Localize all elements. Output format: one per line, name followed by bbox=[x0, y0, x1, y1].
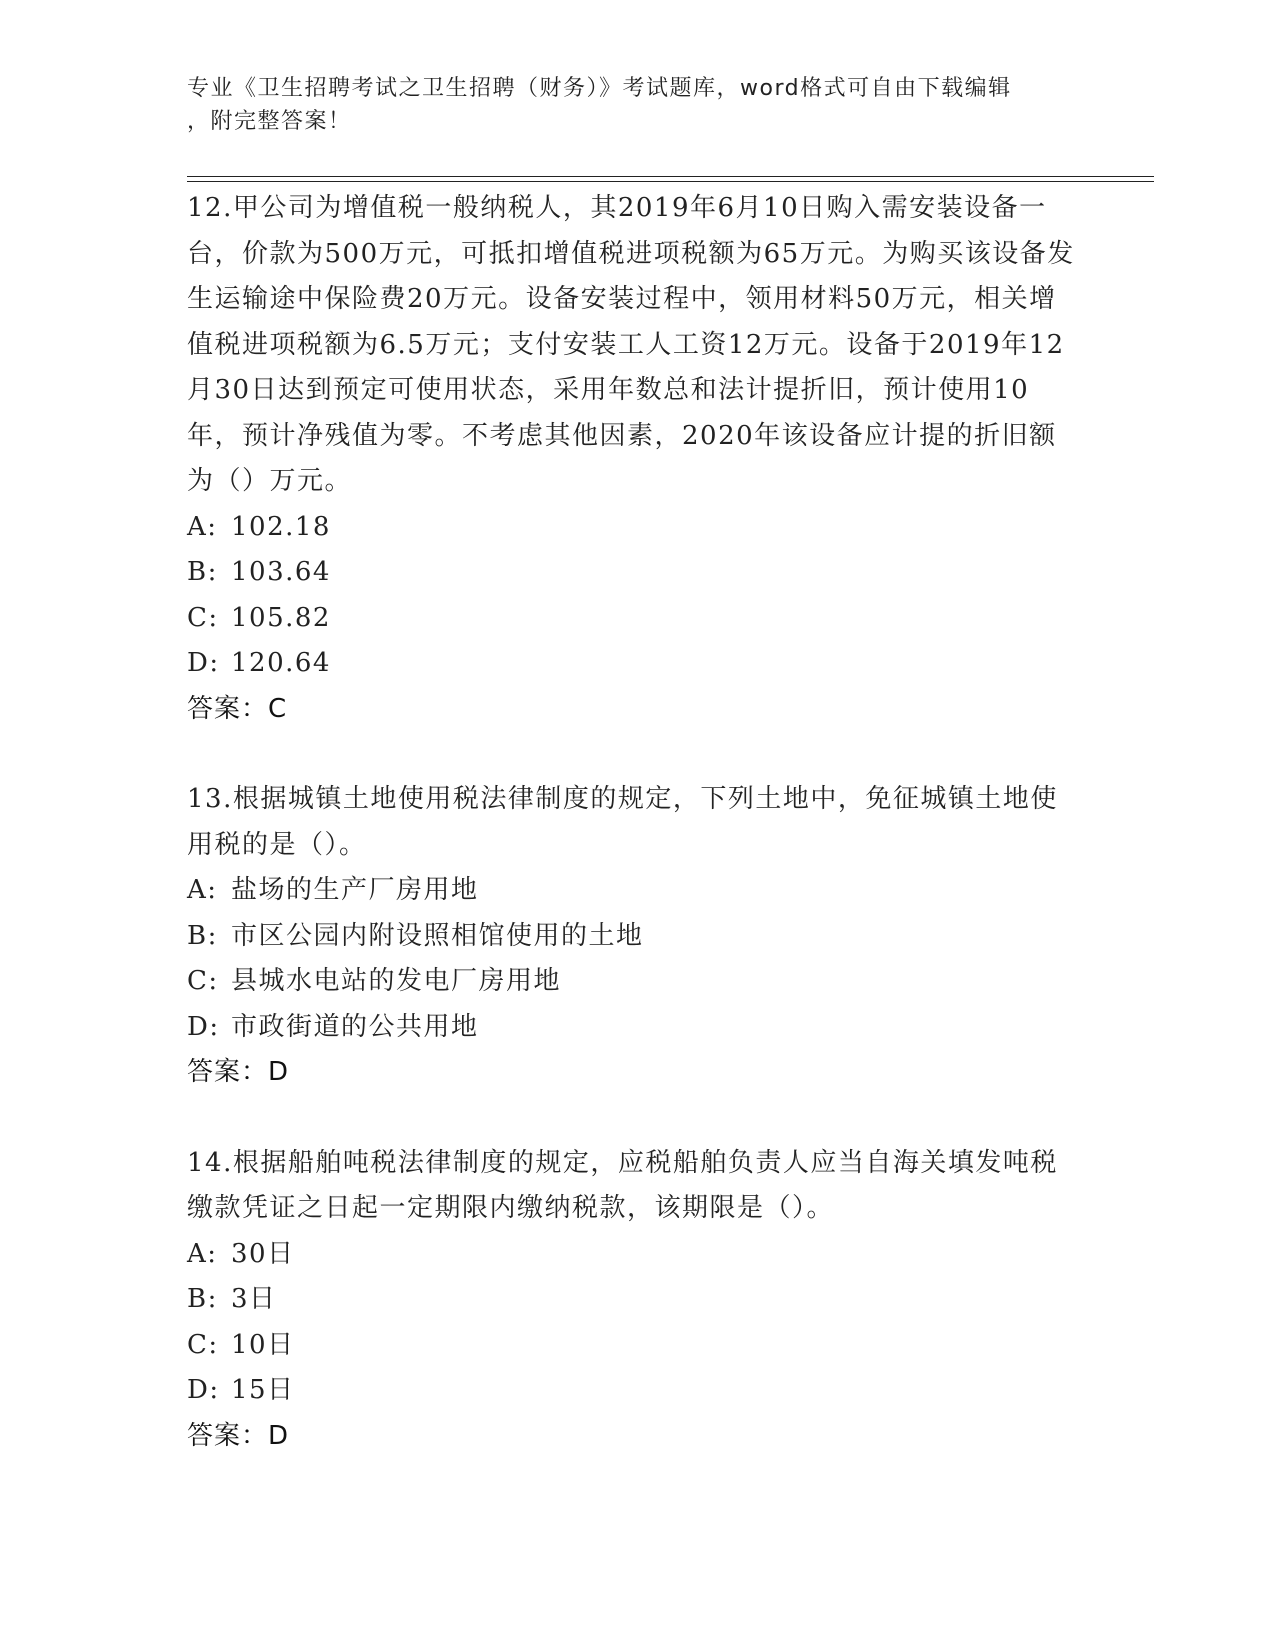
header-line-2: ，附完整答案！ bbox=[187, 109, 352, 134]
option-text: 102.18 bbox=[231, 511, 331, 542]
answer-line bbox=[187, 1414, 1087, 1460]
option-letter: A: bbox=[187, 875, 218, 905]
option-text: 县城水电站的发电厂房用地 bbox=[231, 966, 562, 996]
option-text: 市区公园内附设照相馆使用的土地 bbox=[231, 920, 644, 951]
option-letter: D: bbox=[187, 1375, 220, 1405]
option-letter: D: bbox=[187, 648, 220, 678]
option-text: 市政街道的公共用地 bbox=[231, 1011, 479, 1042]
option-b bbox=[187, 1277, 1087, 1323]
option-letter: B: bbox=[187, 1284, 218, 1314]
option-letter: B: bbox=[187, 557, 218, 587]
option-text: 10日 bbox=[231, 1329, 295, 1360]
option-text: 盐场的生产厂房用地 bbox=[231, 875, 479, 905]
answer-label: 答案： bbox=[187, 1420, 269, 1451]
option-a bbox=[187, 1232, 1087, 1278]
option-d bbox=[187, 641, 1087, 687]
answer-value: D bbox=[268, 1420, 290, 1451]
option-letter: A: bbox=[187, 1238, 218, 1269]
question-item bbox=[187, 186, 1087, 732]
header-line-1: 专业《卫生招聘考试之卫生招聘（财务）》考试题库，word格式可自由下载编辑 bbox=[187, 76, 1012, 101]
answer-line bbox=[187, 687, 1087, 733]
option-text: 30日 bbox=[231, 1238, 295, 1269]
option-letter: C: bbox=[187, 1329, 219, 1360]
answer-value: D bbox=[268, 1057, 290, 1087]
question-stem: 12.甲公司为增值税一般纳税人，其2019年6月10日购入需安装设备一台，价款为500万元，可抵扣增值税进项税额为65万元。为购买该设备发生运输途中保险费20万元。设备安装过程中，领用材料50万元，相关增值税进项税额为6.5万元；支付安装工人工资12万元。设备于2019年12月30日达到预定可使用状态，采用年数总和法计提折旧，预计使用10年，预计净残值为零。不考虑其他因素，2020年该设备应计提的折旧额为（）万元。 bbox=[187, 193, 1075, 496]
option-letter: C: bbox=[187, 602, 219, 633]
option-a bbox=[187, 868, 1087, 914]
option-b bbox=[187, 914, 1087, 960]
question-stem: 13.根据城镇土地使用税法律制度的规定，下列土地中，免征城镇土地使用税的是（）。 bbox=[187, 784, 1058, 860]
option-d bbox=[187, 1005, 1087, 1051]
answer-label: 答案： bbox=[187, 1057, 269, 1087]
question-list bbox=[187, 186, 1087, 1504]
answer-label: 答案： bbox=[187, 693, 269, 724]
option-text: 105.82 bbox=[231, 602, 331, 633]
option-a bbox=[187, 505, 1087, 551]
question-stem: 14.根据船舶吨税法律制度的规定，应税船舶负责人应当自海关填发吨税缴款凭证之日起一定期限内缴纳税款，该期限是（）。 bbox=[187, 1147, 1058, 1223]
option-c bbox=[187, 596, 1087, 642]
option-letter: A: bbox=[187, 511, 218, 542]
option-letter: B: bbox=[187, 920, 218, 951]
option-c bbox=[187, 959, 1087, 1005]
option-text: 15日 bbox=[231, 1375, 295, 1405]
option-letter: C: bbox=[187, 966, 219, 996]
header-divider-top bbox=[187, 176, 1154, 177]
question-item bbox=[187, 777, 1087, 1096]
header-divider-bottom bbox=[187, 181, 1154, 182]
option-d bbox=[187, 1368, 1087, 1414]
answer-line bbox=[187, 1050, 1087, 1096]
option-c bbox=[187, 1323, 1087, 1369]
option-text: 120.64 bbox=[231, 648, 331, 678]
document-header bbox=[187, 72, 1067, 138]
option-letter: D: bbox=[187, 1011, 220, 1042]
question-item bbox=[187, 1141, 1087, 1460]
option-b bbox=[187, 550, 1087, 596]
option-text: 3日 bbox=[231, 1284, 277, 1314]
option-text: 103.64 bbox=[231, 557, 331, 587]
answer-value: C bbox=[268, 693, 288, 724]
